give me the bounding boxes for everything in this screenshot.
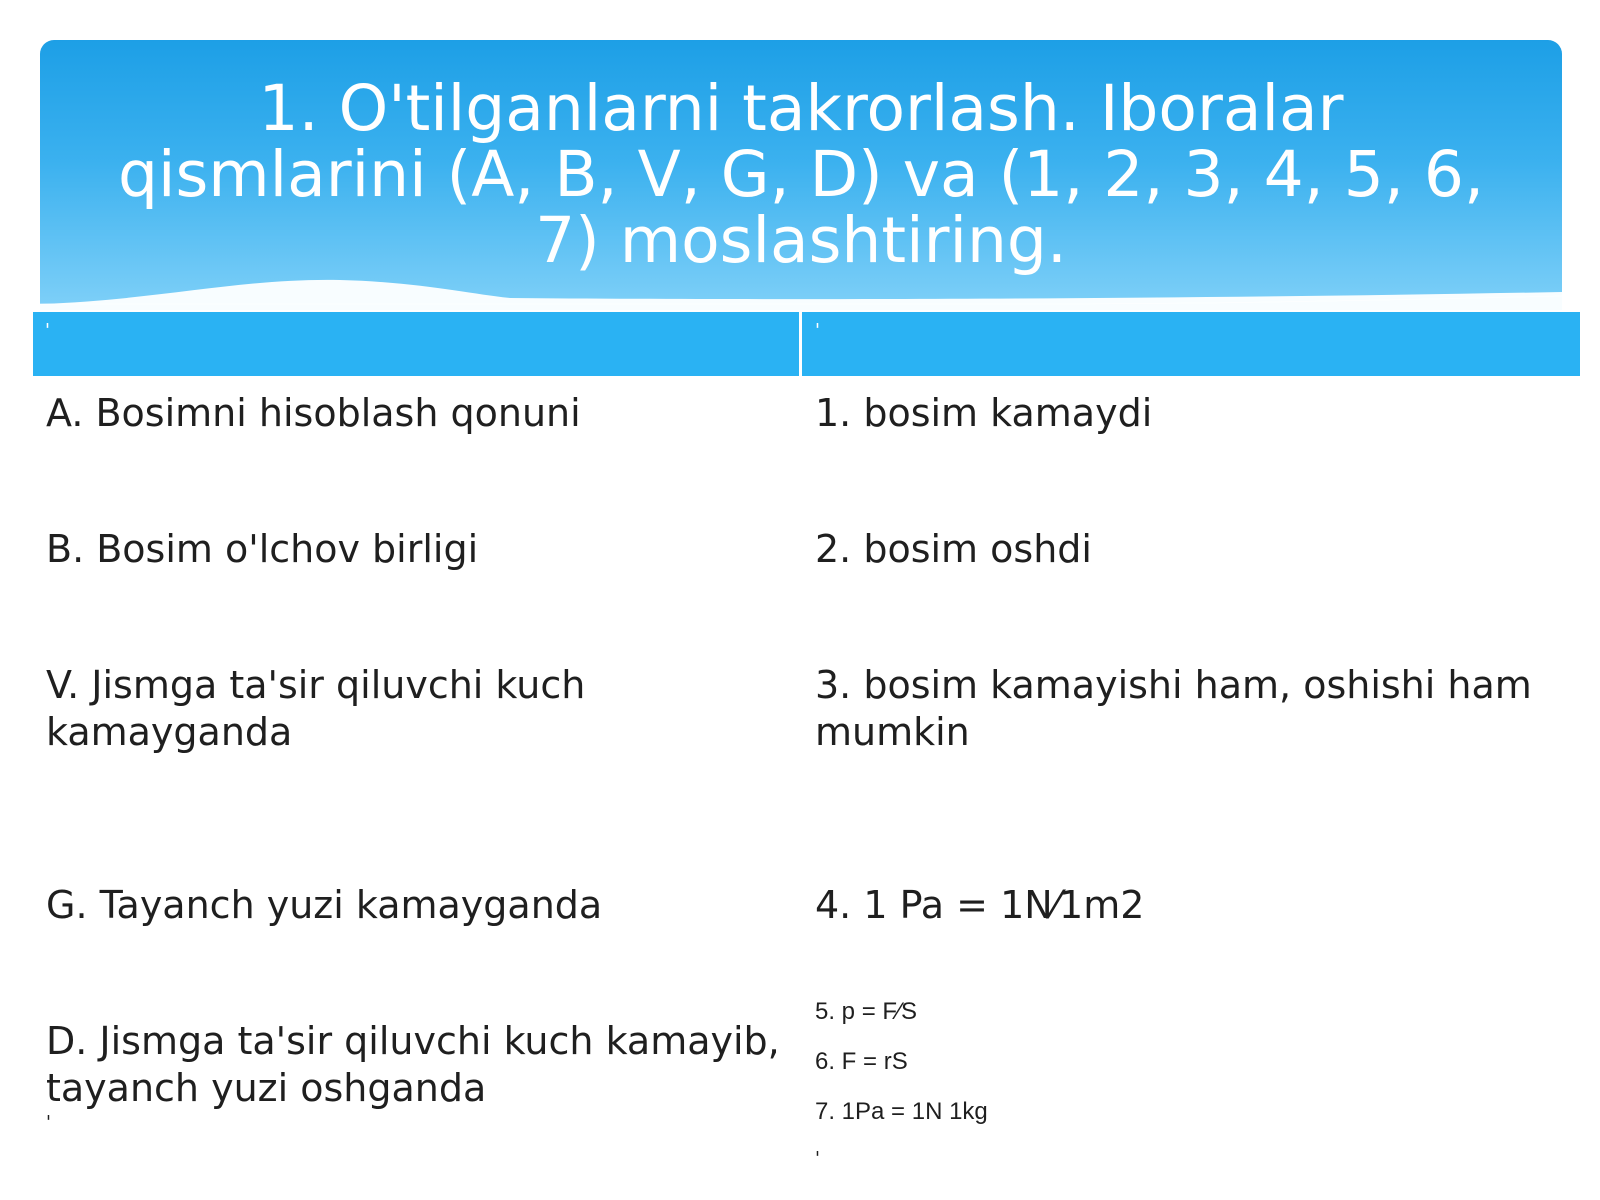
- left-item-a: A. Bosimni hisoblash qonuni: [46, 391, 581, 435]
- right-item-2: 2. bosim oshdi: [815, 527, 1092, 571]
- matching-table: [33, 312, 1580, 1169]
- left-item-g: G. Tayanch yuzi kamayganda: [46, 883, 603, 927]
- header-cell-left: ': [33, 312, 799, 376]
- right-item-4: 4. 1 Pa = 1N⁄1m2: [815, 883, 1145, 927]
- left-item-d: D. Jismga ta'sir qiluvchi kuch kamayib, tayanch yuzi oshganda: [46, 1019, 780, 1110]
- right-item-3: 3. bosim kamayishi ham, oshishi ham mumkin: [815, 663, 1532, 754]
- left-trailing-mark: ': [46, 1112, 51, 1133]
- right-item-7: 7. 1Pa = 1N 1kg: [815, 1098, 988, 1125]
- right-item-1: 1. bosim kamaydi: [815, 391, 1153, 435]
- title-wave-decoration: [40, 270, 1562, 310]
- title-banner: [40, 40, 1562, 310]
- slide-title: 1. O'tilganlarni takrorlash. Iboralar qismlarini (A, B, V, G, D) va (1, 2, 3, 4, 5, 6, 7) moslashtiring.: [117, 72, 1485, 277]
- right-trailing-mark: ': [815, 1148, 820, 1169]
- right-item-5: 5. p = F⁄S: [815, 998, 918, 1025]
- header-cell-right: ': [802, 312, 1580, 376]
- right-item-6: 6. F = rS: [815, 1048, 908, 1075]
- table-header-row: [33, 312, 1580, 376]
- left-item-b: B. Bosim o'lchov birligi: [46, 527, 479, 571]
- left-item-v: V. Jismga ta'sir qiluvchi kuch kamayganda: [46, 663, 586, 754]
